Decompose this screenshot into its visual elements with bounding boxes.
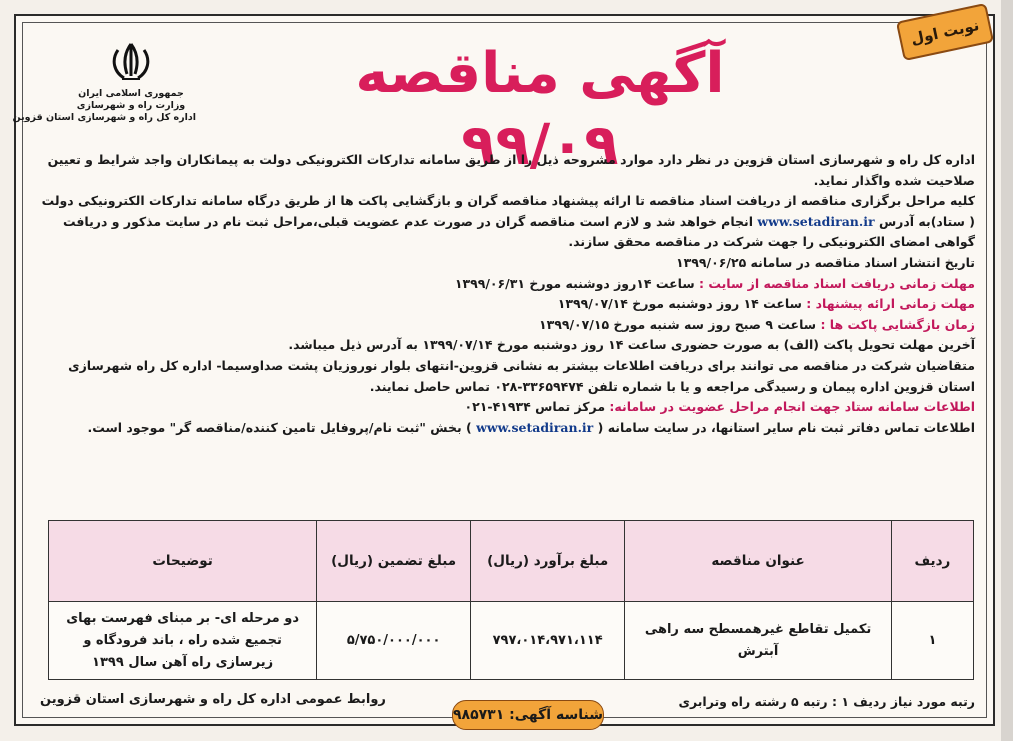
process-text-before: کلیه مراحل برگزاری مناقصه از دریافت اسناد مناقصه تا ارائه پیشنهاد مناقصه گران و بازگشایی پاکت ها از طریق درگاه سامانه تدارکات الکترونیکی دولت ( ستاد)به آدرس xyxy=(41,193,975,229)
setad-url-link-2[interactable]: www.setadiran.ir xyxy=(476,419,594,435)
notice-id-badge: شناسه آگهی: ۹۸۵۷۳۱ xyxy=(452,700,604,730)
ministry-logo xyxy=(12,40,196,135)
first-notice-badge-text: نوبت اول xyxy=(909,15,981,49)
logo-line-country: جمهوری اسلامی ایران xyxy=(78,88,184,99)
setad-contact xyxy=(40,397,975,418)
header-row-number: ردیف xyxy=(891,521,973,602)
deadline-proposal-label: مهلت زمانی ارائه پیشنهاد : xyxy=(806,296,975,312)
page-title: آگهی مناقصه ۹۹/۰۹ xyxy=(355,41,725,178)
logo-line-office: اداره کل راه و شهرسازی استان قزوین xyxy=(12,112,196,123)
opening-time-label: زمان بازگشایی پاکت ها : xyxy=(820,316,975,332)
registration-text-after: ) بخش "ثبت نام/پروفایل تامین کننده/مناقصه گر" موجود است. xyxy=(87,419,472,435)
cell-row-number: ۱ xyxy=(891,602,973,680)
setad-contact-value: مرکز تماس ۴۱۹۳۴-۰۲۱ xyxy=(464,399,606,415)
tender-table xyxy=(48,520,974,680)
notice-body xyxy=(40,150,975,438)
cell-tender-title: تکمیل تقاطع غیرهمسطح سه راهی آبترش xyxy=(625,602,892,680)
publish-date: تاریخ انتشار اسناد مناقصه در سامانه ۱۳۹۹/۰۶/۲۵ xyxy=(676,254,975,270)
header-deposit: مبلغ تضمین (ریال) xyxy=(317,521,471,602)
iran-emblem-icon xyxy=(108,40,154,82)
cell-estimate: ۷۹۷،۰۱۴،۹۷۱،۱۱۴ xyxy=(471,602,625,680)
table-header-row xyxy=(49,521,974,602)
setad-contact-label: اطلاعات سامانه ستاد جهت انجام مراحل عضویت در سامانه: xyxy=(609,399,975,415)
header-description: توضیحات xyxy=(49,521,317,602)
page-edge-strip xyxy=(1001,0,1013,741)
deadline-documents-value: ساعت ۱۴روز دوشنبه مورخ ۱۳۹۹/۰۶/۳۱ xyxy=(454,275,695,291)
deadline-documents-label: مهلت زمانی دریافت اسناد مناقصه از سایت : xyxy=(699,275,975,291)
envelope-deadline: آخرین مهلت تحویل پاکت (الف) به صورت حضوری ساعت ۱۴ روز دوشنبه مورخ ۱۳۹۹/۰۷/۱۴ به آدرس ذیل میباشد. xyxy=(288,337,975,353)
deadline-documents xyxy=(40,274,975,295)
opening-time xyxy=(40,315,975,336)
intro-paragraph: اداره کل راه و شهرسازی استان قزوین در نظر دارد موارد مشروحه ذیل را از طریق سامانه تدارکات الکترونیکی دولت به پیمانکاران واجد شرایط و تعیین صلاحیت شده واگذار نماید. xyxy=(47,152,975,188)
contact-paragraph: متقاضیان شرکت در مناقصه می توانند برای دریافت اطلاعات بیشتر به نشانی قزوین-انتهای بلوار نوروزیان پشت صداوسیما- اداره کل راه شهرسازی استان قزوین اداره پیمان و رسیدگی مراجعه و یا با شماره تلفن ۳۳۶۵۹۴۷۴-۰۲۸ تماس حاصل نمایند. xyxy=(68,357,975,394)
header-tender-title: عنوان مناقصه xyxy=(625,521,892,602)
opening-time-value: ساعت ۹ صبح روز سه شنبه مورخ ۱۳۹۹/۰۷/۱۵ xyxy=(538,316,817,332)
cell-deposit: ۵/۷۵۰/۰۰۰/۰۰۰ xyxy=(317,602,471,680)
process-paragraph xyxy=(40,191,975,253)
table-row xyxy=(49,602,974,680)
cell-description: دو مرحله ای- بر مبنای فهرست بهای تجمیع شده راه ، باند فرودگاه و زیرسازی راه آهن سال ۱۳۹۹ xyxy=(49,602,317,680)
deadline-proposal-value: ساعت ۱۴ روز دوشنبه مورخ ۱۳۹۹/۰۷/۱۴ xyxy=(557,296,802,312)
process-text-after: انجام خواهد شد و لازم است مناقصه گران در صورت عدم عضویت قبلی،مراحل ثبت نام در سایت مذکور و دریافت گواهی امضای الکترونیکی را جهت شرکت در مناقصه محقق سازند. xyxy=(62,213,975,250)
logo-line-ministry: وزارت راه و شهرسازی xyxy=(76,100,186,111)
registration-offices xyxy=(40,418,975,439)
required-rank: رتبه مورد نیاز ردیف ۱ : رتبه ۵ رشته راه وترابری xyxy=(678,694,975,709)
registration-text-before: اطلاعات تماس دفاتر ثبت نام سایر استانها، در سایت سامانه ( xyxy=(597,419,975,435)
public-relations: روابط عمومی اداره کل راه و شهرسازی استان قزوین xyxy=(40,692,386,707)
setad-url-link[interactable]: www.setadiran.ir xyxy=(757,213,875,229)
header-estimate: مبلغ برآورد (ریال) xyxy=(471,521,625,602)
deadline-proposal xyxy=(40,294,975,315)
